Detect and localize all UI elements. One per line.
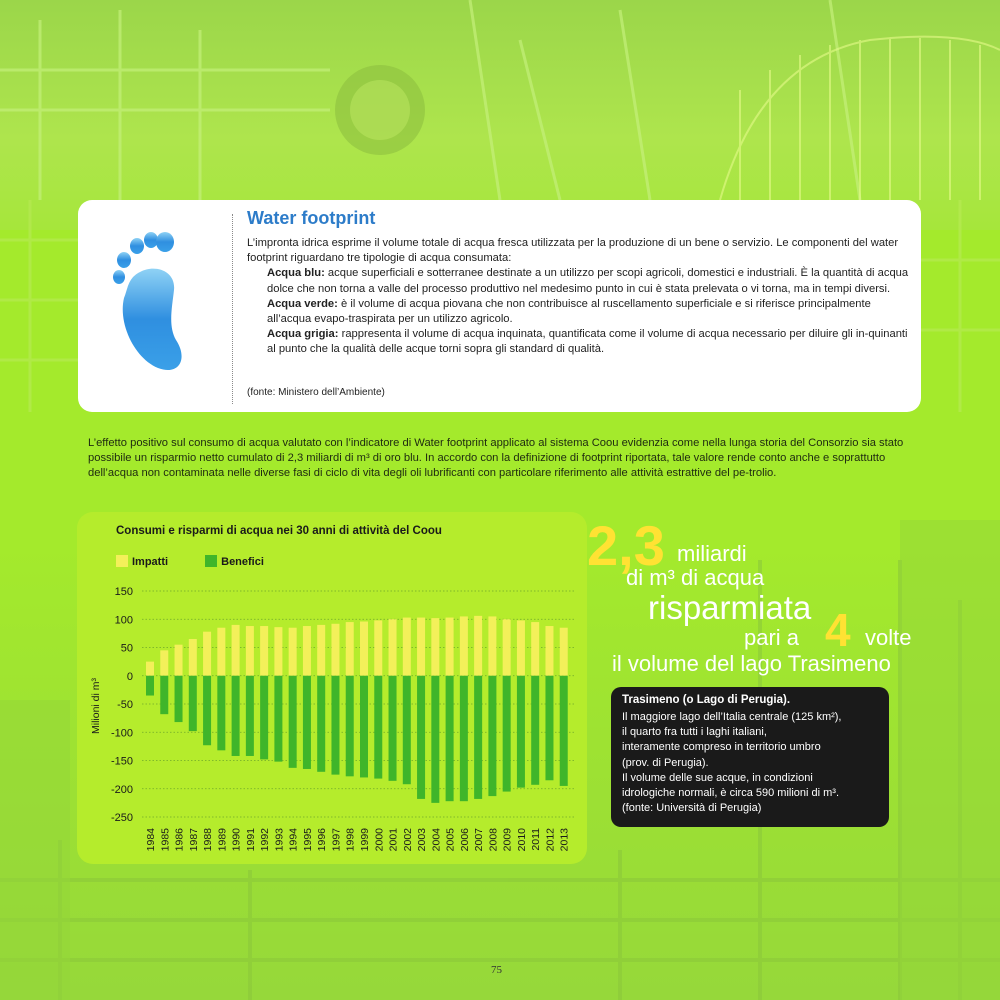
x-tick-label: 2007 [473,828,486,852]
bar-impatti-1989 [217,628,225,676]
y-tick-label: -50 [117,699,133,711]
bar-benefici-2002 [403,676,411,784]
x-tick-label: 1997 [330,828,343,852]
x-tick-label: 1990 [230,828,243,852]
x-tick-label: 1984 [145,828,157,852]
infobox-text [622,710,887,816]
highlight-pari-a: pari a [744,625,800,650]
bar-benefici-2004 [431,676,439,803]
infobox-title: Trasimeno (o Lago di Perugia). [622,694,791,706]
infobox-line: interamente compreso in territorio umbro [622,741,821,754]
bar-benefici-2003 [417,676,425,799]
bar-benefici-2009 [503,676,511,792]
bar-impatti-1996 [317,625,325,676]
legend-label-impatti: Impatti [132,556,169,568]
y-tick-label: 100 [114,614,133,627]
bar-benefici-1986 [175,676,183,722]
y-tick-label: 150 [114,586,133,598]
water-footprint-title: Water footprint [247,208,376,228]
x-tick-label: 2012 [544,828,557,852]
y-axis-label: Milioni di m³ [90,677,102,735]
infobox-line: il quarto fra tutti i laghi italiani, [622,726,767,739]
bar-impatti-1993 [274,627,282,676]
bar-benefici-1992 [260,676,268,760]
bar-benefici-1995 [303,676,311,769]
x-tick-label: 1989 [216,828,229,852]
bar-impatti-2011 [531,622,539,676]
y-tick-label: -250 [110,812,133,824]
y-tick-label: -100 [110,727,133,740]
bar-benefici-1991 [246,676,254,756]
chart-title: Consumi e risparmi di acqua nei 30 anni di attività del Coou [116,525,442,537]
x-tick-label: 1987 [187,828,200,852]
intro-paragraph: L’effetto positivo sul consumo di acqua valutato con l’indicatore di Water footprint applicato al sistema Coou evidenzia come nella lunga storia del Consorzio sia stato possibile un risparmio netto cumulato di 2,3 miliardi di m³ di oro blu. In accordo con la definizione di footprint riportata, tale valore rende conto anche e soprattutto dell’acqua non contaminata nelle diverse fasi di ciclo di vita degli oli lubrificanti con particolare riferimento alle attività estrattive del pe-trolio. [88,437,904,480]
x-tick-label: 1992 [259,828,272,852]
infobox-line: (prov. di Perugia). [622,756,709,769]
y-tick-label: -200 [110,783,133,796]
bar-benefici-2013 [560,676,568,786]
x-tick-label: 2000 [373,828,386,852]
bar-benefici-1985 [160,676,168,714]
bar-impatti-2001 [389,619,397,676]
bar-impatti-1998 [346,622,354,676]
bar-impatti-2004 [431,618,439,676]
x-tick-label: 2009 [501,828,514,852]
page-number: 75 [491,964,502,976]
bar-impatti-2007 [474,616,482,676]
x-tick-label: 2004 [430,828,443,852]
highlight-line2: di m³ di acqua [626,565,765,590]
water-footprint-intro: L’impronta idrica esprime il volume totale di acqua fresca utilizzata per la produzione di un bene o servizio. Le componenti del water footprint riguardano tre tipologie di acqua consumata: [247,237,899,265]
x-tick-label: 2008 [487,828,500,852]
infobox-line: Il volume delle sue acque, in condizioni [622,771,813,784]
bar-benefici-1987 [189,676,197,731]
highlight-miliardi: miliardi [677,541,747,566]
x-tick-label: 1985 [159,828,172,852]
bar-benefici-1990 [232,676,240,756]
x-tick-label: 2005 [444,828,457,852]
x-tick-label: 1999 [359,828,371,852]
bar-impatti-1986 [175,645,183,676]
bar-benefici-1993 [274,676,282,762]
x-tick-label: 1994 [287,828,300,852]
bar-impatti-2009 [503,619,511,676]
bar-impatti-2010 [517,620,525,675]
infobox-line: Il maggiore lago dell’Italia centrale (125 km²), [622,711,842,723]
bar-impatti-1988 [203,632,211,676]
x-tick-label: 1986 [173,828,186,852]
bar-benefici-2000 [374,676,382,779]
bar-impatti-1992 [260,626,268,676]
x-tick-label: 1993 [273,828,286,852]
x-tick-label: 2013 [558,828,571,852]
bar-impatti-2000 [374,620,382,675]
bar-impatti-1999 [360,622,368,676]
x-tick-label: 2011 [530,828,543,851]
x-tick-label: 1996 [316,828,329,852]
bar-benefici-2011 [531,676,539,785]
x-tick-label: 2002 [401,828,414,852]
x-tick-label: 2003 [416,828,429,852]
bar-benefici-1999 [360,676,368,778]
infobox-line: (fonte: Università di Perugia) [622,802,762,815]
bar-benefici-1994 [289,676,297,768]
bar-benefici-1984 [146,676,154,696]
bar-impatti-1984 [146,662,154,676]
y-tick-label: -150 [110,755,133,768]
bar-impatti-2006 [460,616,468,675]
x-tick-label: 2010 [515,828,528,852]
bar-benefici-2012 [545,676,553,781]
bar-benefici-1989 [217,676,225,751]
bar-impatti-2013 [560,628,568,676]
bar-benefici-1996 [317,676,325,772]
bar-benefici-1998 [346,676,354,777]
bar-benefici-2008 [488,676,496,796]
water-footprint-source: (fonte: Ministero dell’Ambiente) [247,387,385,398]
bar-impatti-1990 [232,625,240,676]
bar-impatti-2012 [545,626,553,676]
bar-impatti-1985 [160,650,168,675]
bar-impatti-1994 [289,628,297,676]
bar-impatti-2003 [417,618,425,676]
acqua-grigia-term: Acqua grigia: [267,328,339,341]
acqua-verde-term: Acqua verde: [267,297,338,310]
y-tick-label: 50 [120,642,133,655]
acqua-blu-term: Acqua blu: [267,267,325,280]
highlight-line5: il volume del lago Trasimeno [612,651,891,676]
bar-impatti-1991 [246,626,254,676]
bar-benefici-1988 [203,676,211,745]
acqua-grigia-text: rappresenta il volume di acqua inquinata, quantificata come il volume di acqua necessario per diluire gli in-quinanti al punto che la qualità delle acque torni sopra gli standard di qualità. [267,328,908,356]
bar-benefici-2005 [446,676,454,801]
bar-impatti-2005 [446,618,454,676]
x-tick-label: 1995 [301,828,314,852]
x-tick-label: 1991 [244,828,257,852]
acqua-verde-text: è il volume di acqua piovana che non contribuisce al ruscellamento superficiale e si riferisce principalmente all’acqua evapo-traspirata per un utilizzo agricolo. [267,297,871,326]
bar-benefici-2007 [474,676,482,799]
highlight-line3: risparmiata [648,589,812,626]
bar-benefici-1997 [331,676,339,775]
x-tick-label: 2001 [387,828,400,852]
y-tick-label: 0 [126,670,133,683]
bar-benefici-2010 [517,676,525,788]
bar-impatti-2002 [403,618,411,676]
x-tick-label: 1998 [344,828,357,852]
bar-benefici-2001 [389,676,397,781]
highlight-volte: volte [865,625,912,650]
x-tick-label: 1988 [202,828,215,852]
bar-benefici-2006 [460,676,468,801]
highlight-number-4: 4 [825,604,851,656]
highlight-number-2-3: 2,3 [587,514,665,577]
infobox-line: idrologiche normali, è circa 590 milioni di m³. [622,787,840,800]
bar-impatti-1997 [331,624,339,676]
bar-impatti-1987 [189,639,197,676]
legend-label-benefici: Benefici [221,556,264,568]
bar-impatti-1995 [303,626,311,676]
x-tick-label: 2006 [458,828,471,852]
acqua-blu-text: acque superficiali e sotterranee destinate a un utilizzo per scopi agricoli, domestici e industriali. È la quantità di acqua dolce che non torna a valle del processo produttivo nel medesimo punto in cui è stata prelevata o vi torna, ma in tempi diversi. [267,267,909,295]
bar-impatti-2008 [488,616,496,675]
